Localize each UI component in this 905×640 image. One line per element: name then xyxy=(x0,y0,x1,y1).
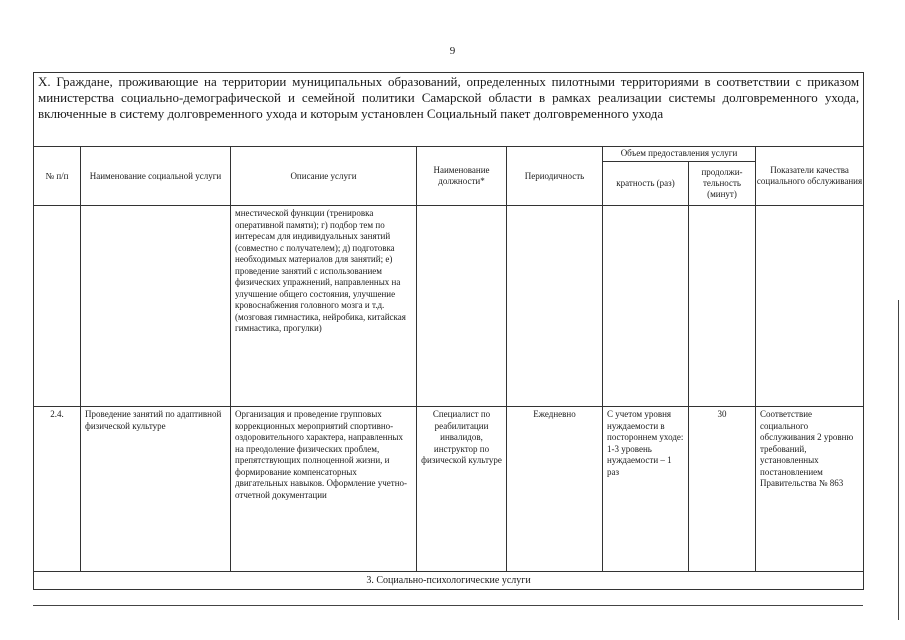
continued-name-cell xyxy=(81,206,231,407)
row-service-name: Проведение занятий по адаптивной физической культуре xyxy=(81,407,231,572)
header-service-name: Наименование социальной услуги xyxy=(81,147,231,206)
header-duration: продолжи-тельность (минут) xyxy=(689,162,756,206)
row-position: Специалист по реабилитации инвалидов, инструктор по физической культуре xyxy=(417,407,507,572)
continued-row xyxy=(34,206,864,407)
row-periodicity: Ежедневно xyxy=(507,407,603,572)
continued-quality-cell xyxy=(756,206,864,407)
header-row-1 xyxy=(34,147,864,162)
page-number: 9 xyxy=(449,45,456,57)
continued-position-cell xyxy=(417,206,507,407)
continued-num-cell xyxy=(34,206,81,407)
scan-edge-line xyxy=(898,300,899,620)
header-frequency: кратность (раз) xyxy=(603,162,689,206)
row-description: Организация и проведение групповых коррекционных мероприятий спортивно-оздоровительного характера, направленных на преодоление физических проблем, препятствующих полноценной жизни, и формирование компенсаторных двигательных навыков. Оформление учетно-отчетной документации xyxy=(231,407,417,572)
header-volume: Объем предоставления услуги xyxy=(603,147,756,162)
header-periodicity: Периодичность xyxy=(507,147,603,206)
continued-description: мнестической функции (тренировка оперативной памяти); г) подбор тем по интересам для индивидуальных занятий (совместно с получателем); д) подготовка необходимых материалов для занятий; е) проведение занятий с использованием физических упражнений, направленных на улучшение общего состояния, улучшение кровоснабжения головного мозга и т.д. (мозговая гимнастика, нейробика, китайская гимнастика, прогулки) xyxy=(231,206,417,407)
row-frequency: С учетом уровня нуждаемости в постороннем уходе: 1-3 уровень нуждаемости – 1 раз xyxy=(603,407,689,572)
bottom-rule xyxy=(33,605,863,606)
header-position: Наименование должности* xyxy=(417,147,507,206)
row-num: 2.4. xyxy=(34,407,81,572)
continued-duration-cell xyxy=(689,206,756,407)
section-heading: X. Граждане, проживающие на территории муниципальных образований, определенных пилотными территориями в соответствии с приказом министерства социально-демографической и семейной политики Самарской области в рамках реализации системы долговременного ухода, включенные в систему долговременного ухода и которым установлен Социальный пакет долговременного ухода xyxy=(34,73,864,147)
continued-frequency-cell xyxy=(603,206,689,407)
row-duration: 30 xyxy=(689,407,756,572)
header-num: № п/п xyxy=(34,147,81,206)
header-description: Описание услуги xyxy=(231,147,417,206)
services-table xyxy=(33,72,864,590)
row-quality: Соответствие социального обслуживания 2 уровню требований, установленных постановлением Правительства № 863 xyxy=(756,407,864,572)
continued-periodicity-cell xyxy=(507,206,603,407)
footer-section-row xyxy=(34,572,864,590)
header-quality: Показатели качества социального обслуживания xyxy=(756,147,864,206)
table-row xyxy=(34,407,864,572)
section-heading-row xyxy=(34,73,864,147)
footer-section-title: 3. Социально-психологические услуги xyxy=(34,572,864,590)
